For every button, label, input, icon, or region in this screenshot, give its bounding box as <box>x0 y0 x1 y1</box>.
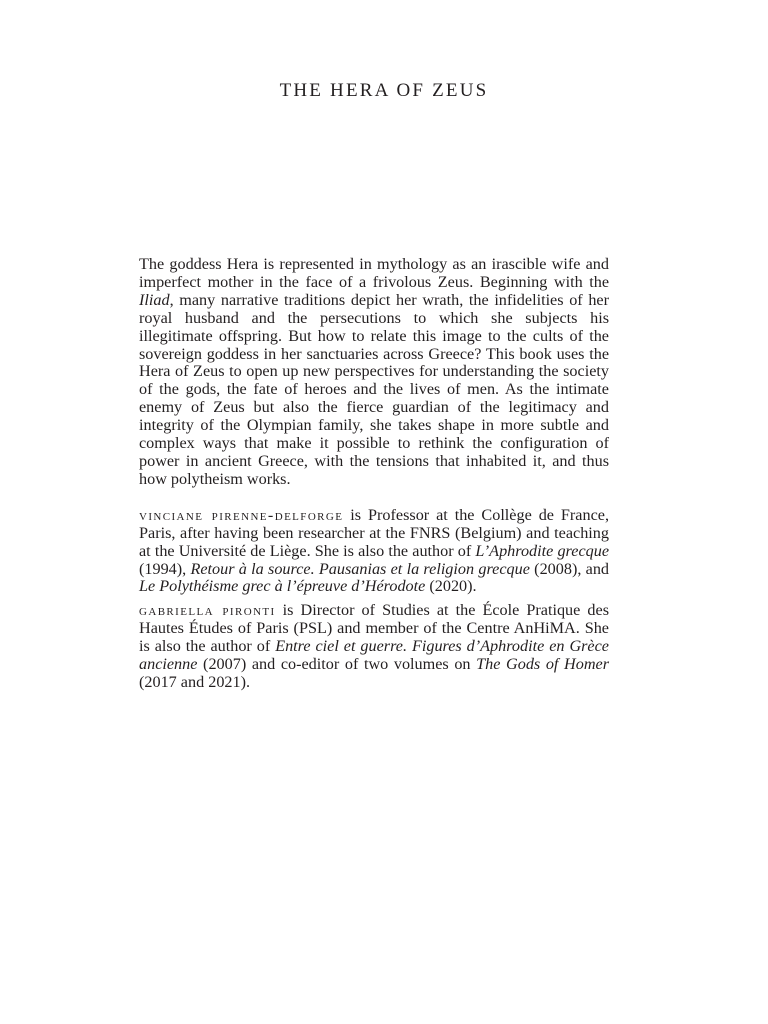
book-blurb <box>139 256 609 489</box>
author-bio-1 <box>139 507 609 597</box>
blurb-italic-iliad: Iliad <box>139 290 170 309</box>
text-block <box>139 256 609 698</box>
bio2-text-1: is Director of Studies at the École Pratique des Hautes Études of Paris (PSL) and member of the Centre AnHiMA. She is also the author of <box>139 601 609 656</box>
blurb-text-rest: , many narrative traditions depict her wrath, the infidelities of her royal husband and the persecutions to which she subjects his illegitimate offspring. But how to relate this image to the cults of the sovereign goddess in her sanctuaries across Greece? This book uses the Hera of Zeus to open up new perspectives for understanding the society of the gods, the fate of heroes and the lives of men. As the intimate enemy of Zeus but also the fierce guardian of the legitimacy and integrity of the Olympian family, she takes shape in more subtle and complex ways that make it possible to rethink the configuration of power in ancient Greece, with the tensions that inhabited it, and thus how polytheism works. <box>139 290 609 488</box>
bio2-title-2: The Gods of Homer <box>476 655 609 674</box>
bio1-text-1: is Professor at the Collège de France, Paris, after having been researcher at the FNRS (Belgium) and teaching at the Université de Liège. She is also the author of <box>139 505 609 560</box>
bio2-text-2: (2007) and co-editor of two volumes on <box>197 655 477 674</box>
author-bio-2 <box>139 602 609 692</box>
blurb-text-start: The goddess Hera is represented in mythology as an irascible wife and imperfect mother in the face of a frivolous Zeus. Beginning with the <box>139 255 609 291</box>
bio1-title-1: L’Aphrodite grecque <box>475 541 609 560</box>
bio1-text-2: (1994), <box>139 559 191 578</box>
bio1-text-3: (2008), and <box>529 559 610 578</box>
bio2-text-3: (2017 and 2021). <box>139 672 251 691</box>
bio2-title-1: Entre ciel et guerre. Figures d’Aphrodite en Grèce ancienne <box>139 637 609 674</box>
bio1-title-3: Le Polythéisme grec à l’épreuve d’Hérodote <box>139 577 426 596</box>
bio1-text-4: (2020). <box>425 577 477 596</box>
page-title: THE HERA OF ZEUS <box>279 80 489 101</box>
author-name-1: vinciane pirenne-delforge <box>139 505 344 524</box>
author-name-2: gabriella pironti <box>139 601 276 620</box>
bio1-title-2: Retour à la source. Pausanias et la religion grecque <box>190 559 530 578</box>
